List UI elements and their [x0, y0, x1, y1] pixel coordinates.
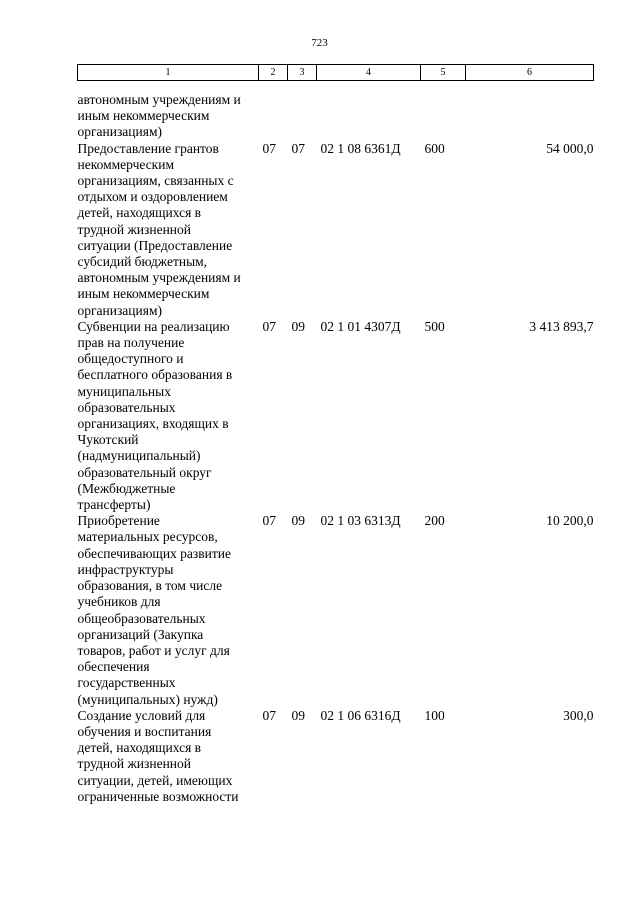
item-name-line: материальных ресурсов,: [77, 529, 218, 545]
section-cell: 07: [262, 140, 276, 156]
item-name-line: государственных: [77, 675, 176, 691]
expense-type-cell: 100: [424, 707, 445, 723]
item-name-line: (надмуниципальный): [77, 448, 201, 464]
item-name-cell: [78, 81, 259, 141]
column-header-6: 6: [466, 65, 594, 81]
item-name-line: организациям): [77, 124, 163, 140]
item-name-line: автономным учреждениям и: [77, 92, 241, 107]
item-name-line: автономным учреждениям и: [77, 270, 241, 286]
page-number: 723: [311, 37, 328, 49]
item-name-line: образовательный округ: [77, 464, 212, 480]
target-article-cell: 02 1 01 4307Д: [320, 318, 401, 334]
item-name-line: организациям, связанных с: [77, 173, 234, 189]
item-name-cell: [78, 319, 259, 513]
subsection-cell: [288, 81, 317, 141]
target-article-cell: 02 1 08 6361Д: [320, 140, 401, 156]
subsection-cell: 07: [291, 140, 305, 156]
section-cell: 07: [262, 707, 276, 723]
item-name-line: муниципальных: [77, 383, 171, 399]
item-name-line: Предоставление грантов: [77, 140, 219, 156]
table-row: [78, 319, 594, 513]
target-article-cell: 02 1 03 6313Д: [320, 513, 401, 529]
section-cell: [259, 81, 288, 141]
table-header-row: [78, 65, 594, 81]
expense-type-cell: 500: [424, 318, 445, 334]
item-name-line: Субвенции на реализацию: [77, 318, 230, 334]
target-article-cell: 02 1 06 6316Д: [320, 707, 401, 723]
item-name-line: ситуации, детей, имеющих: [77, 772, 233, 788]
item-name-line: товаров, работ и услуг для: [77, 642, 230, 658]
item-name-line: трудной жизненной: [77, 756, 192, 772]
item-name-line: отдыхом и оздоровлением: [77, 189, 228, 205]
item-name-line: общеобразовательных: [77, 610, 206, 626]
item-name-line: учебников для: [77, 594, 161, 610]
item-name-line: образования, в том числе: [77, 578, 223, 594]
item-name-line: детей, находящихся в: [77, 205, 202, 221]
column-header-5: 5: [421, 65, 466, 81]
item-name-line: обучения и воспитания: [77, 723, 212, 739]
table-row: [78, 141, 594, 319]
item-name-line: образовательных: [77, 399, 176, 415]
item-name-line: инфраструктуры: [77, 561, 174, 577]
item-name-line: обеспечения: [77, 659, 150, 675]
item-name-line: Чукотский: [77, 432, 139, 448]
item-name-line: ситуации (Предоставление: [77, 237, 233, 253]
item-name-cell: [78, 141, 259, 319]
section-cell: 07: [262, 513, 276, 529]
item-name-cell: [78, 708, 259, 805]
item-name-line: организациям): [77, 302, 163, 318]
column-header-4: 4: [317, 65, 421, 81]
item-name-line: Приобретение: [77, 513, 160, 529]
item-name-line: общедоступного и: [77, 351, 184, 367]
expense-type-cell: 200: [424, 513, 445, 529]
item-name-line: бесплатного образования в: [77, 367, 233, 383]
amount-cell: 10 200,0: [546, 513, 594, 529]
subsection-cell: 09: [291, 513, 305, 529]
expense-type-cell: [421, 81, 466, 141]
item-name-line: (Межбюджетные: [77, 480, 176, 496]
amount-cell: 300,0: [563, 707, 594, 723]
item-name-line: иным некоммерческим: [77, 286, 210, 302]
item-name-line: Создание условий для: [77, 707, 206, 723]
amount-cell: 54 000,0: [546, 140, 594, 156]
column-header-2: 2: [259, 65, 288, 81]
budget-table: [77, 64, 594, 805]
item-name-line: трудной жизненной: [77, 221, 192, 237]
amount-cell: [466, 81, 594, 141]
item-name-line: организациях, входящих в: [77, 416, 229, 432]
subsection-cell: 09: [291, 318, 305, 334]
item-name-line: организаций (Закупка: [77, 626, 204, 642]
item-name-line: ограниченные возможности: [77, 788, 239, 804]
amount-cell: 3 413 893,7: [529, 318, 594, 334]
item-name-line: трансферты): [77, 497, 151, 513]
item-name-line: прав на получение: [77, 335, 185, 351]
item-name-line: иным некоммерческим: [77, 108, 210, 124]
item-name-line: детей, находящихся в: [77, 740, 202, 756]
target-article-cell: [317, 81, 421, 141]
expense-type-cell: 600: [424, 140, 445, 156]
column-header-3: 3: [288, 65, 317, 81]
item-name-line: некоммерческим: [77, 156, 175, 172]
table-row: [78, 513, 594, 707]
table-row: [78, 81, 594, 141]
table-row: [78, 708, 594, 805]
item-name-line: обеспечивающих развитие: [77, 545, 231, 561]
column-header-1: 1: [78, 65, 259, 81]
item-name-line: (муниципальных) нужд): [77, 691, 218, 707]
item-name-cell: [78, 513, 259, 707]
item-name-line: субсидий бюджетным,: [77, 254, 208, 270]
subsection-cell: 09: [291, 707, 305, 723]
section-cell: 07: [262, 318, 276, 334]
